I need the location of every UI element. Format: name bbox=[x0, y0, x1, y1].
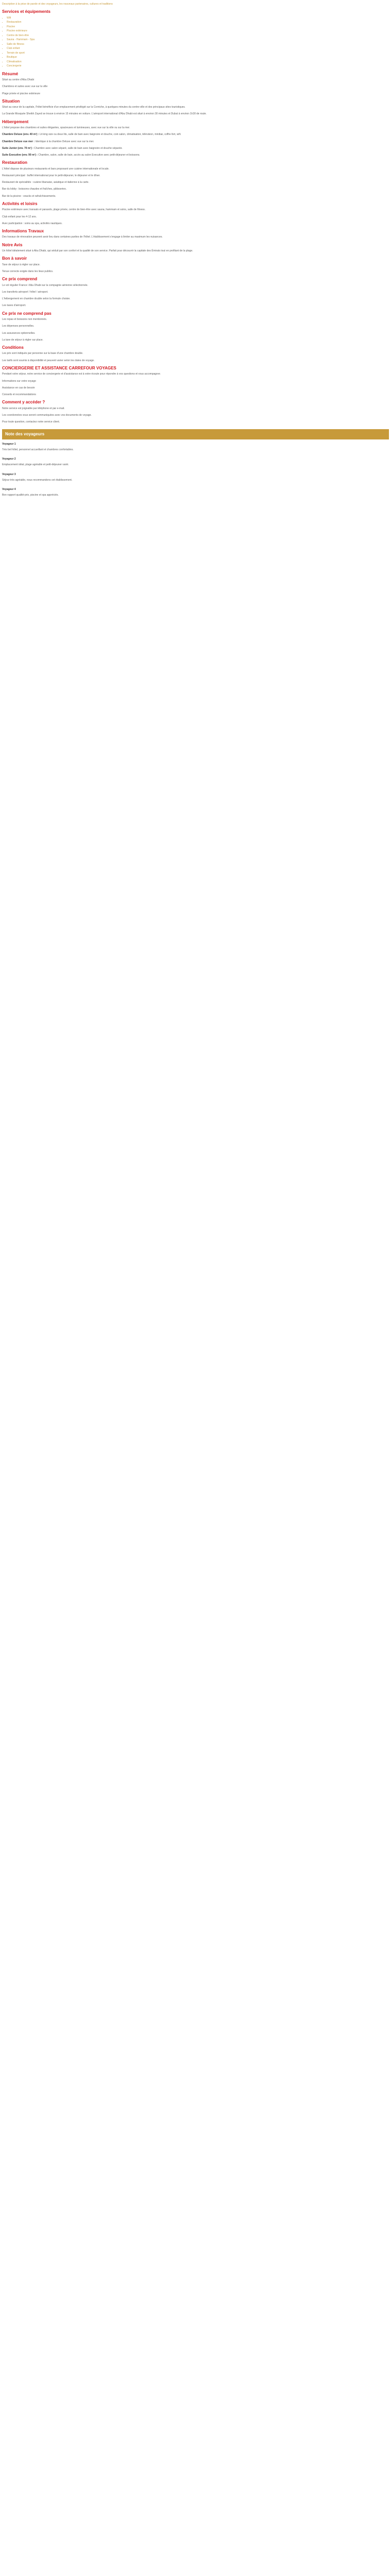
conciergerie-block bbox=[2, 379, 389, 397]
service-item: • Climatisation bbox=[7, 60, 389, 64]
informations-title: Informations Travaux bbox=[2, 229, 44, 234]
situation-title: Situation bbox=[2, 98, 20, 104]
service-item: • Centre de bien-être bbox=[7, 33, 389, 38]
hebergement-title: Hébergement bbox=[2, 119, 29, 124]
room-name: Chambre Deluxe vue mer : bbox=[2, 140, 35, 143]
services-title: Services et équipements bbox=[2, 9, 51, 14]
bon-a-savoir-title: Bon à savoir bbox=[2, 256, 27, 261]
resume-block bbox=[2, 78, 389, 96]
service-item: • Restauration bbox=[7, 20, 389, 25]
room-description bbox=[2, 132, 389, 137]
intro-text: Description à la prise de parole et des voyageurs, les nouveaux partenaires, cultures et traditions bbox=[2, 3, 113, 6]
non-compris-line: Les dépenses personnelles. bbox=[2, 325, 35, 328]
loisirs-paragraph: Club enfant pour les 4-12 ans. bbox=[2, 215, 37, 218]
room-text: Lit king size ou deux lits, salle de bain avec baignoire et douche, coin salon, climatisation, télévision, minibar, coffre-fort, wifi. bbox=[39, 133, 182, 137]
service-item: • Boutique bbox=[7, 55, 389, 60]
non-compris-title: Ce prix ne comprend pas bbox=[2, 311, 52, 316]
resume-line: Situé au centre d'Abu Dhabi bbox=[2, 78, 35, 82]
conditions-block bbox=[2, 351, 389, 363]
review-item bbox=[2, 457, 389, 467]
notre-avis-title: Notre Avis bbox=[2, 242, 23, 247]
review-text: Séjour très agréable, nous recommandons cet établissement. bbox=[2, 478, 73, 482]
final-note: Pour toute question, contactez notre service client. bbox=[2, 420, 60, 424]
conciergerie-line: Informations sur votre voyage bbox=[2, 379, 36, 383]
service-item: • Piscine extérieure bbox=[7, 29, 389, 33]
restauration-paragraph: Restaurant de spécialités : cuisine libanaise, asiatique et italienne à la carte. bbox=[2, 181, 89, 184]
conciergerie-intro: Pendant votre séjour, notre service de conciergerie et d'assistance est à votre écoute pour répondre à vos questions et vous accompagner. bbox=[2, 372, 161, 376]
loisirs-title: Activités et loisirs bbox=[2, 201, 38, 206]
non-compris-line: Les repas et boissons non mentionnés. bbox=[2, 318, 47, 321]
service-item: • Salle de fitness bbox=[7, 42, 389, 47]
room-name: Suite Junior (env. 70 m²) : bbox=[2, 146, 34, 150]
room-name: Suite Executive (env. 90 m²) : bbox=[2, 154, 38, 157]
room-name: Chambre Deluxe (env. 40 m²) : bbox=[2, 133, 39, 137]
restauration-paragraph: L'hôtel dispose de plusieurs restaurants et bars proposant une cuisine internationale et locale. bbox=[2, 167, 109, 171]
bon-a-savoir-block bbox=[2, 263, 389, 274]
room-description bbox=[2, 140, 389, 144]
review-text: Bon rapport qualité-prix, piscine et spa appréciés. bbox=[2, 494, 59, 497]
conciergerie-line: Conseils et recommandations bbox=[2, 393, 36, 397]
compris-line: Les taxes d'aéroport. bbox=[2, 304, 26, 308]
room-description bbox=[2, 146, 389, 150]
situation-paragraph: La Grande Mosquée Sheikh Zayed se trouve à environ 15 minutes en voiture. L'aéroport international d'Abu Dhabi est situé à environ 30 minutes et Dubaï à environ 1h30 de route. bbox=[2, 112, 207, 116]
review-text: Emplacement idéal, plage agréable et petit-déjeuner varié. bbox=[2, 463, 69, 467]
restauration-paragraph: Restaurant principal : buffet international pour le petit-déjeuner, le déjeuner et le dîner. bbox=[2, 174, 101, 177]
contact-line: Notre service est joignable par téléphone et par e-mail. bbox=[2, 406, 65, 410]
conditions-line: Les prix sont indiqués par personne sur la base d'une chambre double. bbox=[2, 352, 84, 355]
loisirs-block bbox=[2, 208, 389, 226]
non-compris-line: Les assurances optionnelles. bbox=[2, 331, 36, 335]
reviews-banner: Note des voyageurs bbox=[2, 429, 389, 439]
non-compris-line: La taxe de séjour à régler sur place. bbox=[2, 338, 43, 342]
compris-line: Le vol régulier France / Abu Dhabi sur la compagnie aérienne sélectionnée. bbox=[2, 283, 88, 287]
restauration-paragraph: Bar de la piscine : snacks et rafraîchissements. bbox=[2, 194, 56, 198]
non-compris-block bbox=[2, 317, 389, 342]
services-list bbox=[2, 16, 389, 69]
rooms-block bbox=[2, 132, 389, 157]
review-text: Très bel hôtel, personnel accueillant et chambres confortables. bbox=[2, 448, 74, 451]
reviews-block bbox=[2, 442, 389, 498]
conditions-title: Conditions bbox=[2, 345, 24, 350]
review-author: Voyageur 4 bbox=[2, 488, 16, 492]
review-item bbox=[2, 472, 389, 483]
compris-line: Les transferts aéroport / hôtel / aéroport. bbox=[2, 290, 48, 294]
resume-line: Plage privée et piscine extérieure bbox=[2, 92, 40, 95]
resume-line: Chambres et suites avec vue sur la ville bbox=[2, 85, 48, 89]
bon-a-savoir-line: Tenue correcte exigée dans les lieux publics. bbox=[2, 270, 54, 274]
service-item: • Wifi bbox=[7, 16, 389, 21]
conciergerie-line: Assistance en cas de besoin bbox=[2, 386, 35, 389]
room-text: Chambre avec salon séparé, salle de bain avec baignoire et douche séparée. bbox=[34, 146, 123, 150]
notre-avis-text: Un hôtel idéalement situé à Abu Dhabi, qui séduit par son confort et la qualité de son service. Parfait pour découvrir la capitale des Émirats tout en profitant de la plage. bbox=[2, 249, 193, 253]
informations-text: Des travaux de rénovation peuvent avoir lieu dans certaines parties de l'hôtel. L'établissement s'engage à limiter au maximum les nuisances. bbox=[2, 235, 163, 239]
compris-title: Ce prix comprend bbox=[2, 277, 38, 282]
review-item bbox=[2, 442, 389, 452]
room-text: Chambre, salon, salle de bain, accès au salon Executive avec petit-déjeuner et boissons. bbox=[38, 154, 140, 157]
service-item: • Club enfant bbox=[7, 46, 389, 51]
bon-a-savoir-line: Taxe de séjour à régler sur place. bbox=[2, 263, 40, 266]
room-description bbox=[2, 153, 389, 157]
situation-block bbox=[2, 105, 389, 116]
contact-title: Comment y accéder ? bbox=[2, 400, 45, 405]
room-text: Identique à la chambre Deluxe avec vue sur la mer. bbox=[35, 140, 94, 143]
loisirs-paragraph: Piscine extérieure avec transats et parasols, plage privée, centre de bien-être avec sauna, hammam et soins, salle de fitness. bbox=[2, 208, 145, 212]
resume-title: Résumé bbox=[2, 71, 19, 76]
conciergerie-title: CONCIERGERIE ET ASSISTANCE CARREFOUR VOYAGES bbox=[2, 365, 117, 370]
compris-block bbox=[2, 283, 389, 308]
page bbox=[0, 0, 391, 509]
review-author: Voyageur 2 bbox=[2, 457, 16, 461]
review-author: Voyageur 1 bbox=[2, 442, 16, 446]
restauration-paragraph: Bar du lobby : boissons chaudes et fraîches, pâtisseries. bbox=[2, 188, 67, 191]
contact-block bbox=[2, 406, 389, 418]
review-item bbox=[2, 487, 389, 498]
restauration-title: Restauration bbox=[2, 160, 27, 165]
situation-paragraph: Situé au cœur de la capitale, l'hôtel bénéficie d'un emplacement privilégié sur la Corniche, à quelques minutes du centre-ville et des principaux sites touristiques. bbox=[2, 106, 186, 109]
hebergement-intro: L'hôtel propose des chambres et suites élégantes, spacieuses et lumineuses, avec vue sur la ville ou sur la mer. bbox=[2, 126, 131, 130]
contact-line: Les coordonnées vous seront communiquées avec vos documents de voyage. bbox=[2, 413, 92, 417]
review-author: Voyageur 3 bbox=[2, 472, 16, 476]
compris-line: L'hébergement en chambre double selon la formule choisie. bbox=[2, 297, 71, 301]
conditions-line: Les tarifs sont soumis à disponibilité et peuvent varier selon les dates de voyage. bbox=[2, 359, 95, 362]
service-item: • Sauna - Hammam - Spa bbox=[7, 38, 389, 42]
loisirs-paragraph: Avec participation : soins au spa, activités nautiques. bbox=[2, 222, 62, 225]
restauration-block bbox=[2, 167, 389, 198]
service-item: • Conciergerie bbox=[7, 64, 389, 69]
service-item: • Piscine bbox=[7, 25, 389, 29]
service-item: • Terrain de sport bbox=[7, 51, 389, 56]
